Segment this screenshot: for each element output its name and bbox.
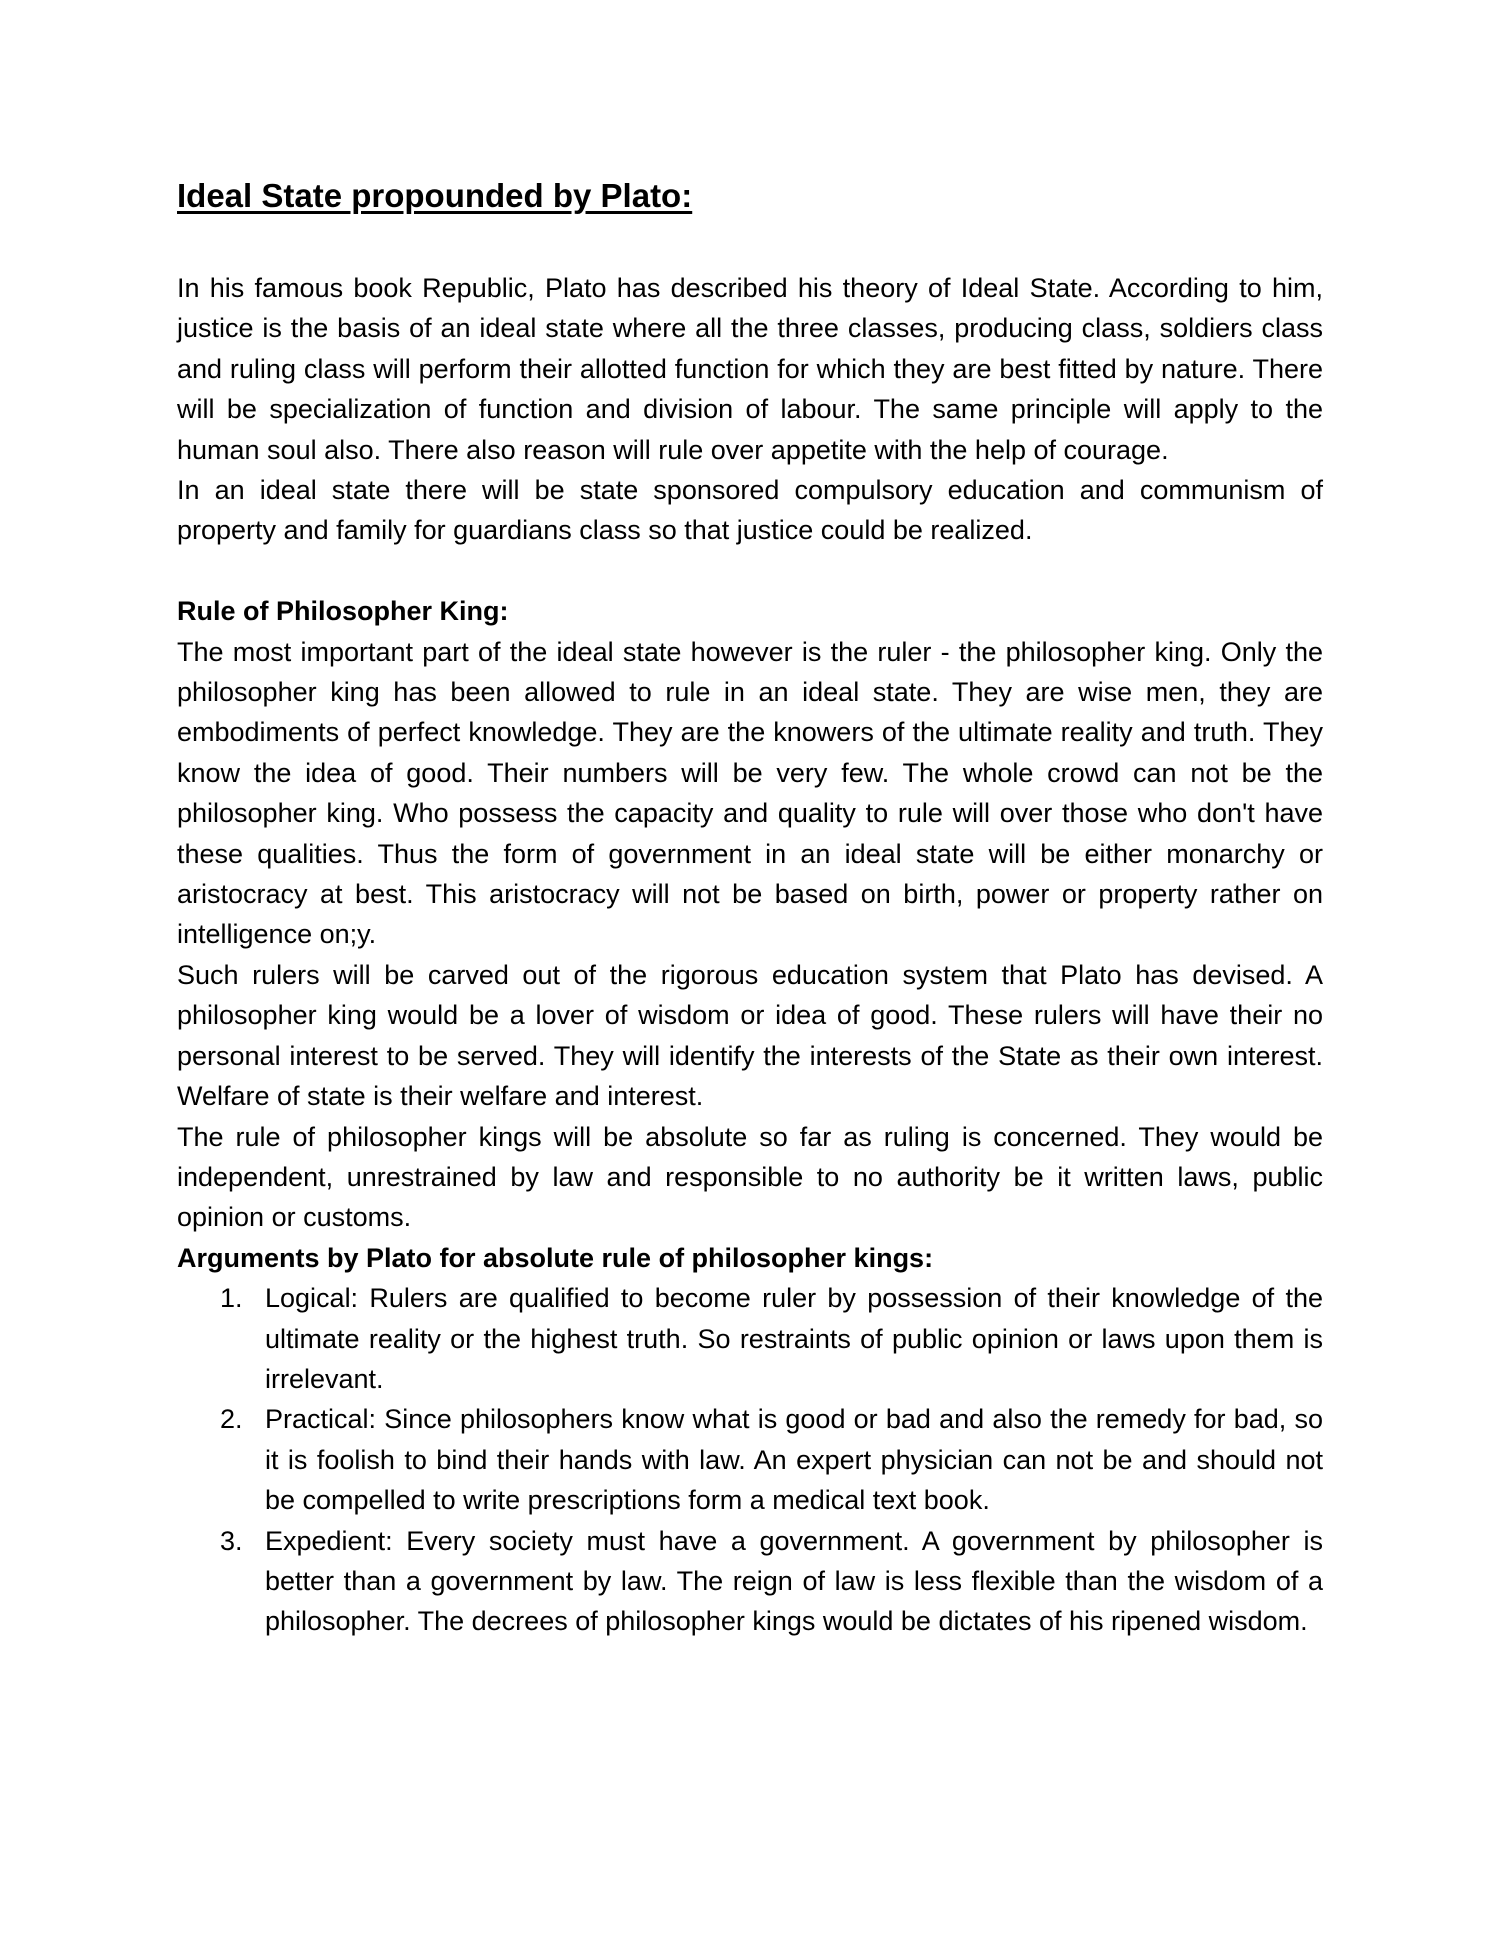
section-heading-philosopher-king: Rule of Philosopher King: <box>177 596 509 627</box>
document-title: Ideal State propounded by Plato: <box>177 177 693 214</box>
list-item-text: Expedient: Every society must have a government. A government by philosopher is better than a government by law. The reign of law is less flexible than the wisdom of a philosopher. The decrees of philosopher kings would be dictates of his ripened wisdom. <box>265 1525 1323 1637</box>
list-item-text: Practical: Since philosophers know what is good or bad and also the remedy for bad, so it is foolish to bind their hands with law. An expert physician can not be and should not be compelled to write prescriptions form a medical text book. <box>265 1404 1323 1516</box>
list-item <box>177 1278 1323 1399</box>
list-item-number: 1. <box>220 1283 243 1314</box>
blank-line <box>177 551 1323 591</box>
arguments-list <box>177 1278 1323 1642</box>
list-item <box>177 1521 1323 1642</box>
list-item-number: 3. <box>220 1525 243 1556</box>
intro-paragraph-1: In his famous book Republic, Plato has described his theory of Ideal State. According to him, justice is the basis of an ideal state where all the three classes, producing class, soldiers class and ruling class will perform their allotted function for which they are best fitted by nature. There will be specialization of function and division of labour. The same principle will apply to the human soul also. There also reason will rule over appetite with the help of courage. <box>177 273 1323 465</box>
list-item-text: Logical: Rulers are qualified to become ruler by possession of their knowledge of the ultimate reality or the highest truth. So restraints of public opinion or laws upon them is irrelevant. <box>265 1283 1323 1394</box>
document-body <box>177 268 1323 1642</box>
list-item-number: 2. <box>220 1404 243 1435</box>
list-item <box>177 1399 1323 1520</box>
intro-paragraph-2: In an ideal state there will be state sponsored compulsory education and communism of property and family for guardians class so that justice could be realized. <box>177 475 1323 546</box>
section-heading-arguments: Arguments by Plato for absolute rule of philosopher kings: <box>177 1242 934 1273</box>
philosopher-king-paragraph-3: The rule of philosopher kings will be absolute so far as ruling is concerned. They would be independent, unrestrained by law and responsible to no authority be it written laws, public opinion or customs. <box>177 1121 1323 1233</box>
philosopher-king-paragraph-2: Such rulers will be carved out of the rigorous education system that Plato has devised. A philosopher king would be a lover of wisdom or idea of good. These rulers will have their no personal interest to be served. They will identify the interests of the State as their own interest. Welfare of state is their welfare and interest. <box>177 959 1323 1112</box>
philosopher-king-paragraph-1: The most important part of the ideal state however is the ruler - the philosopher king. Only the philosopher king has been allowed to rule in an ideal state. They are wise men, they are embodiments of perfect knowledge. They are the knowers of the ultimate reality and truth. They know the idea of good. Their numbers will be very few. The whole crowd can not be the philosopher king. Who possess the capacity and quality to rule will over those who don't have these qualities. Thus the form of government in an ideal state will be either monarchy or aristocracy at best. This aristocracy will not be based on birth, power or property rather on intelligence on;y. <box>177 636 1323 950</box>
